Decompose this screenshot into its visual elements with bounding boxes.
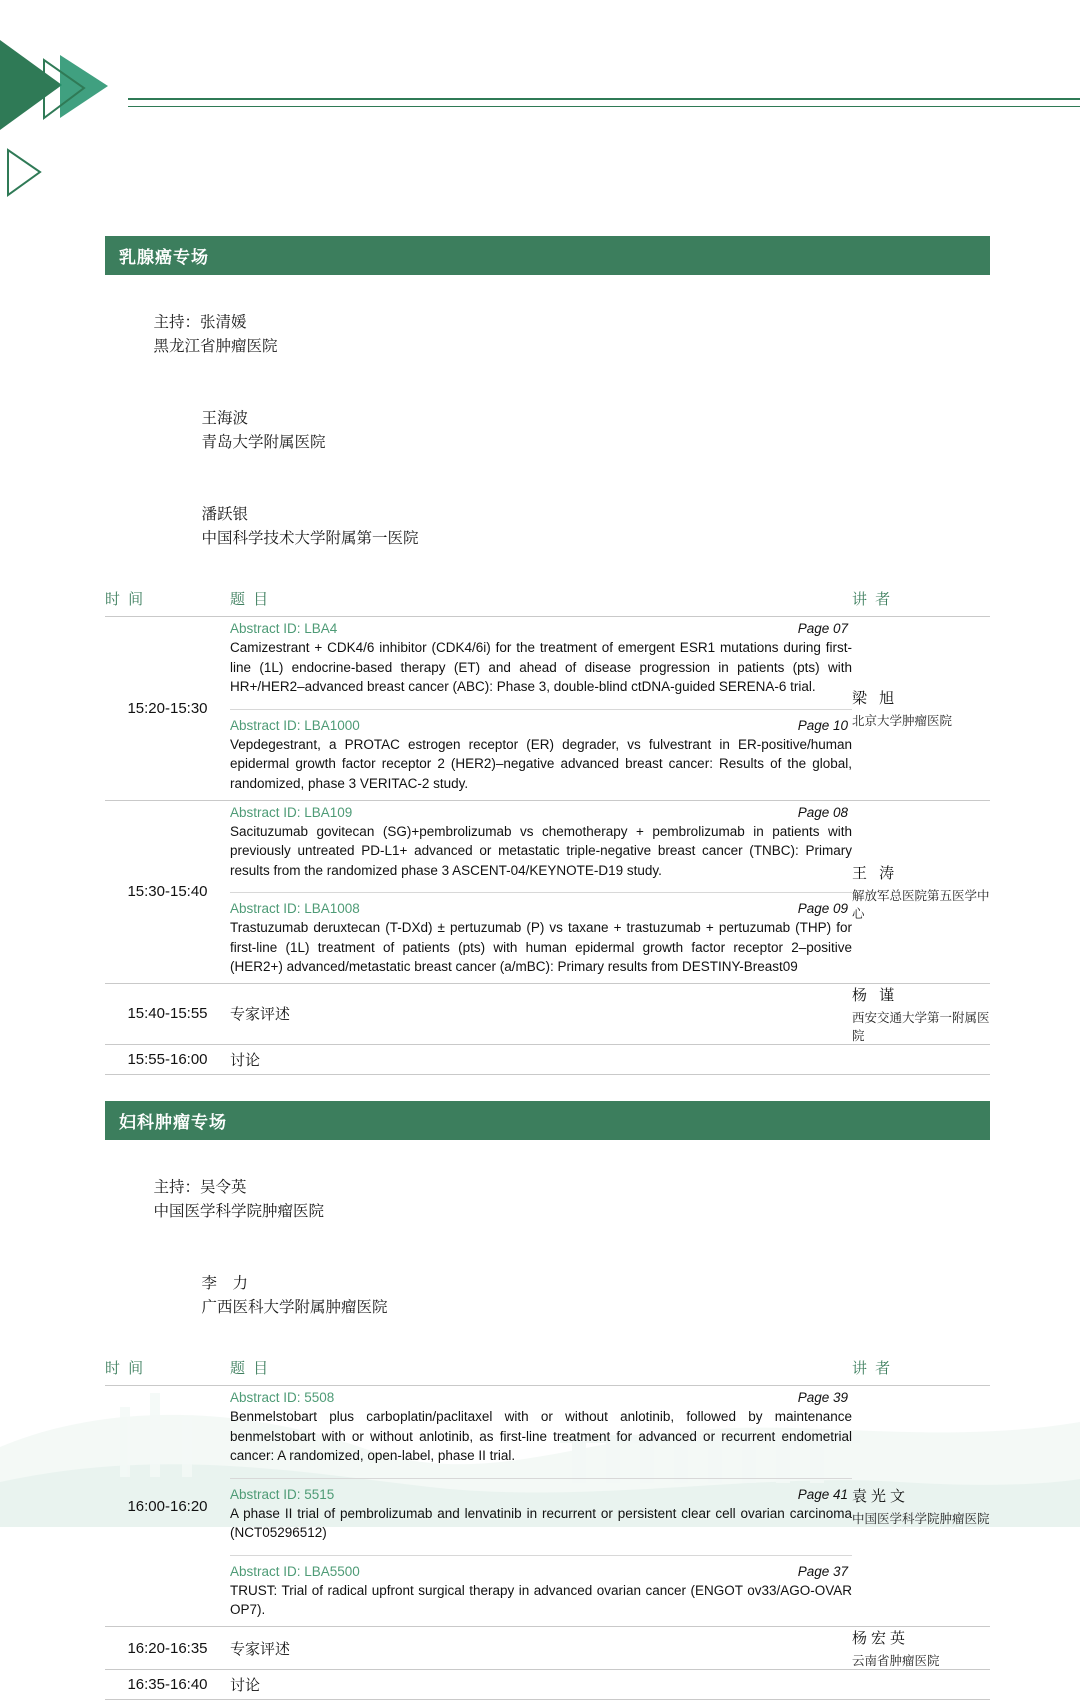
abstract-head xyxy=(230,621,852,636)
column-header-title: 题 目 xyxy=(230,1350,852,1386)
abstract-block xyxy=(230,801,852,887)
abstract-id: Abstract ID: LBA1008 xyxy=(230,901,360,917)
session-title: 讨论 xyxy=(230,1051,261,1069)
cell-time: 15:30-15:40 xyxy=(105,800,230,983)
abstract-head xyxy=(230,901,852,916)
chair-org: 广西医科大学附属肿瘤医院 xyxy=(201,1299,388,1317)
abstract-text: A phase II trial of pembrolizumab and lenvatinib in recurrent or persistent clear cell ovarian carcinoma (NCT05296512) xyxy=(230,1505,852,1541)
column-header-speaker: 讲 者 xyxy=(852,1350,990,1386)
cell-title xyxy=(230,1670,852,1700)
abstract-id: Abstract ID: LBA5500 xyxy=(230,1563,360,1579)
section-title-bar: 乳腺癌专场 xyxy=(105,236,990,275)
chair-label: 主持： xyxy=(153,314,200,332)
cell-time: 15:40-15:55 xyxy=(105,983,230,1044)
column-header-time: 时 间 xyxy=(105,1350,230,1386)
chair-row xyxy=(119,1248,990,1344)
chair-name: 王海波 xyxy=(201,410,248,428)
section-gap xyxy=(105,1075,990,1101)
cell-time: 16:35-16:40 xyxy=(105,1670,230,1700)
abstract-page: Page 10 xyxy=(797,717,848,733)
table-header-row xyxy=(105,1350,990,1386)
cell-speaker xyxy=(852,983,990,1044)
cell-title xyxy=(230,983,852,1044)
cell-speaker xyxy=(852,617,990,800)
header-rule-top xyxy=(128,98,1080,100)
chair-row xyxy=(119,287,990,383)
abstract-id: Abstract ID: LBA1000 xyxy=(230,717,360,733)
abstract-block xyxy=(230,1555,852,1626)
abstract-block xyxy=(230,1478,852,1549)
session-title: 讨论 xyxy=(230,1677,261,1694)
column-header-speaker: 讲 者 xyxy=(852,581,990,617)
abstract-head xyxy=(230,718,852,733)
abstract-block xyxy=(230,709,852,800)
chair-list xyxy=(105,1152,990,1350)
abstract-block xyxy=(230,892,852,983)
speaker-org: 云南省肿瘤医院 xyxy=(852,1654,940,1668)
column-header-title: 题 目 xyxy=(230,581,852,617)
speaker-name: 梁 旭 xyxy=(852,690,899,708)
speaker-name: 杨宏英 xyxy=(852,1630,910,1647)
chair-name: 张清媛 xyxy=(199,314,247,332)
abstract-head xyxy=(230,1487,852,1502)
abstract-page: Page 08 xyxy=(797,804,848,820)
chair-org: 黑龙江省肿瘤医院 xyxy=(153,338,278,356)
cell-time: 16:00-16:20 xyxy=(105,1386,230,1627)
table-row xyxy=(105,1670,990,1700)
document-body xyxy=(105,236,990,1700)
chair-row xyxy=(119,383,990,479)
header-rule-bottom xyxy=(128,106,1080,107)
abstract-text: Benmelstobart plus carboplatin/paclitaxel with or without anlotinib, followed by maintenance benmelstobart with or without anlotinib, as first-line treatment for advanced or recurrent endometrial cancer: A randomized, open-label, phase II trial. xyxy=(230,1409,852,1464)
abstract-page: Page 39 xyxy=(797,1390,848,1406)
abstract-id: Abstract ID: 5508 xyxy=(230,1390,335,1406)
column-header-time: 时 间 xyxy=(105,581,230,617)
abstract-text: Vepdegestrant, a PROTAC estrogen receptor (ER) degrader, vs fulvestrant in ER-positive/human epidermal growth factor receptor 2 (HER2)–negative advanced breast cancer: Results of the global, randomized, phase 3 VERITAC-2 study. xyxy=(230,736,852,791)
cell-title xyxy=(230,617,852,800)
schedule-table xyxy=(105,1350,990,1700)
session-title: 专家评述 xyxy=(230,1640,291,1658)
section-gynecologic-oncology xyxy=(105,1101,990,1700)
chair-name: 李 力 xyxy=(201,1275,248,1293)
cell-speaker xyxy=(852,1386,990,1627)
corner-decoration xyxy=(0,0,170,200)
table-row xyxy=(105,983,990,1044)
table-row xyxy=(105,1044,990,1074)
abstract-block xyxy=(230,1386,852,1472)
cell-speaker xyxy=(852,1670,990,1700)
abstract-id: Abstract ID: LBA109 xyxy=(230,804,353,820)
speaker-org: 中国医学科学院肿瘤医院 xyxy=(852,1512,990,1527)
table-row xyxy=(105,800,990,983)
chair-org: 青岛大学附属医院 xyxy=(201,434,326,452)
chair-list xyxy=(105,287,990,581)
abstract-page: Page 07 xyxy=(797,621,848,637)
abstract-page: Page 37 xyxy=(797,1563,848,1579)
cell-time: 15:20-15:30 xyxy=(105,617,230,800)
cell-time: 15:55-16:00 xyxy=(105,1044,230,1074)
abstract-head xyxy=(230,1564,852,1579)
chair-name: 潘跃银 xyxy=(201,506,248,524)
table-header-row xyxy=(105,581,990,617)
cell-title xyxy=(230,1386,852,1627)
chair-row xyxy=(119,479,990,575)
speaker-org: 西安交通大学第一附属医院 xyxy=(852,1010,990,1043)
chair-org: 中国医学科学院肿瘤医院 xyxy=(153,1202,324,1220)
speaker-org: 北京大学肿瘤医院 xyxy=(852,714,953,729)
section-breast-cancer xyxy=(105,236,990,1075)
cell-title xyxy=(230,1044,852,1074)
session-title: 专家评述 xyxy=(230,1006,291,1024)
cell-time: 16:20-16:35 xyxy=(105,1627,230,1670)
abstract-page: Page 41 xyxy=(797,1486,848,1502)
cell-speaker xyxy=(852,1044,990,1074)
abstract-text: Camizestrant + CDK4/6 inhibitor (CDK4/6i) for the treatment of emergent ESR1 mutations during first-line (1L) endocrine-based therapy (ET) and ahead of disease progression in patients (pts) with HR+/HER2–advanced breast cancer (ABC): Phase 3, double-blind ctDNA-guided SERENA-6 trial. xyxy=(230,640,852,695)
speaker-name: 袁光文 xyxy=(852,1488,910,1506)
section-title-bar: 妇科肿瘤专场 xyxy=(105,1101,990,1140)
abstract-page: Page 09 xyxy=(797,901,848,917)
abstract-head xyxy=(230,1390,852,1405)
abstract-block xyxy=(230,617,852,703)
chair-row xyxy=(119,1152,990,1248)
cell-speaker xyxy=(852,800,990,983)
cell-speaker xyxy=(852,1627,990,1670)
table-row xyxy=(105,1627,990,1670)
abstract-text: Trastuzumab deruxtecan (T-DXd) ± pertuzumab (P) vs taxane + trastuzumab + pertuzumab (THP) for first-line (1L) treatment of patients (pts) with human epidermal growth factor receptor 2–positive (HER2+) advanced/metastatic breast cancer (a/mBC): Primary results from DESTINY-Breast09 xyxy=(230,920,852,975)
abstract-id: Abstract ID: 5515 xyxy=(230,1486,335,1502)
abstract-text: Sacituzumab govitecan (SG)+pembrolizumab vs chemotherapy + pembrolizumab in patients with previously untreated PD-L1+ advanced or metastatic triple-negative breast cancer (TNBC): Primary results from the randomized phase 3 ASCENT-04/KEYNOTE-D19 study. xyxy=(230,823,852,878)
chair-label: 主持： xyxy=(153,1178,200,1196)
chair-org: 中国科学技术大学附属第一医院 xyxy=(201,530,419,548)
speaker-name: 王 涛 xyxy=(852,864,899,882)
cell-title xyxy=(230,800,852,983)
abstract-head xyxy=(230,805,852,820)
chair-name: 吴令英 xyxy=(199,1178,247,1196)
abstract-id: Abstract ID: LBA4 xyxy=(230,621,338,637)
speaker-org: 解放军总医院第五医学中心 xyxy=(852,888,990,921)
cell-title xyxy=(230,1627,852,1670)
table-row xyxy=(105,1386,990,1627)
schedule-table xyxy=(105,581,990,1075)
abstract-text: TRUST: Trial of radical upfront surgical therapy in advanced ovarian cancer (ENGOT ov33/AGO‐OVAR OP7). xyxy=(230,1582,852,1618)
table-row xyxy=(105,617,990,800)
speaker-name: 杨 谨 xyxy=(852,986,899,1004)
